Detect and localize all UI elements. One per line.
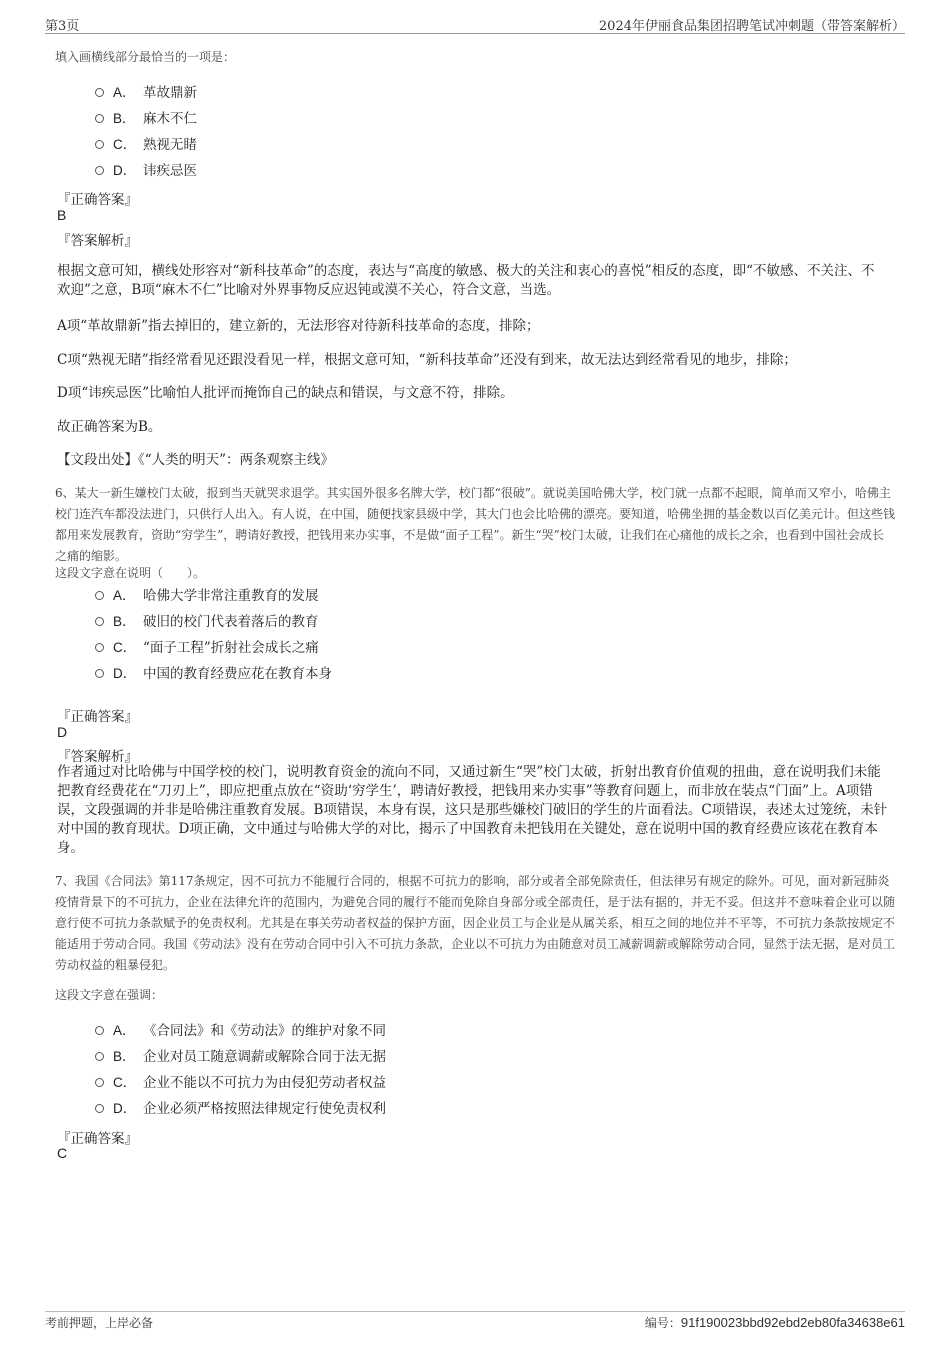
q5-analysis-p4: D项“讳疾忌医”比喻怕人批评而掩饰自己的缺点和错误，与文意不符，排除。: [57, 385, 514, 401]
q7-option-a[interactable]: [95, 1019, 386, 1039]
footer-slogan: 考前押题，上岸必备: [45, 1316, 154, 1330]
q5-analysis-label: 『答案解析』: [57, 233, 138, 249]
footer-divider: [45, 1311, 905, 1312]
radio-icon[interactable]: [95, 114, 104, 123]
option-letter: A．: [113, 588, 136, 603]
q6-option-a[interactable]: [95, 584, 319, 604]
radio-icon[interactable]: [95, 669, 104, 678]
code-label: 编号：: [644, 1316, 681, 1330]
option-letter: D．: [113, 1101, 137, 1116]
q7-option-b[interactable]: [95, 1045, 386, 1065]
option-letter: C．: [113, 1075, 137, 1090]
q5-analysis-p2: A项“革故鼎新”指去掉旧的，建立新的，无法形容对待新科技革命的态度，排除；: [57, 318, 540, 334]
option-text: 麻木不仁: [143, 111, 197, 127]
radio-icon[interactable]: [95, 643, 104, 652]
radio-icon[interactable]: [95, 1078, 104, 1087]
code-value: 91f190023bbd92ebd2eb80fa34638e61: [680, 1315, 905, 1330]
q7-option-d[interactable]: [95, 1097, 386, 1117]
option-text: 讳疾忌医: [143, 163, 197, 179]
q7-stem: 7、我国《合同法》第117条规定，因不可抗力不能履行合同的，根据不可抗力的影响，部分或者全部免除责任，但法律另有规定的除外。可见，面对新冠肺炎疫情背景下的不可抗力，企业在法律允许的范围内，为避免合同的履行不能而免除自身部分或全部责任，是于法有据的，并无不妥。但这并不意味着企业可以随意行使不可抗力条款赋予的免责权利。尤其是在事关劳动者权益的保护方面，因企业员工与企业是从属关系，相互之间的地位并不平等，不可抗力条款按规定不能适用于劳动合同。我国《劳动法》没有在劳动合同中引入不可抗力条款，企业以不可抗力为由随意对员工减薪调薪或解除劳动合同，显然于法无据，是对员工劳动权益的粗暴侵犯。: [55, 874, 896, 972]
q6-option-d[interactable]: [95, 662, 332, 682]
q6-answer: D: [57, 724, 68, 740]
document-title: 2024年伊丽食品集团招聘笔试冲刺题（带答案解析）: [598, 19, 905, 34]
radio-icon[interactable]: [95, 166, 104, 175]
option-letter: B．: [113, 1049, 136, 1064]
q5-answer: B: [57, 207, 67, 223]
q5-option-d[interactable]: [95, 159, 197, 179]
option-letter: B．: [113, 614, 136, 629]
q6-analysis: 作者通过对比哈佛与中国学校的校门，说明教育资金的流向不同，又通过新生“哭”校门太破，折射出教育价值观的扭曲，意在说明我们未能把教育经费花在“刀刃上”，即应把重点放在“资助‘穷学生’，聘请好教授，把钱用来办实事”等教育问题上，而非放在装点“门面”上。A项错误，文段强调的并非是哈佛注重教育发展。B项错误，本身有误，这只是那些嫌校门破旧的学生的片面看法。C项错误，表述太过笼统，未针对中国的教育现状。D项正确，文中通过与哈佛大学的对比，揭示了中国教育未把钱用在关键处，意在说明中国的教育经费应该花在教育本身。: [57, 764, 888, 856]
option-letter: D．: [113, 163, 137, 178]
q5-option-a[interactable]: [95, 81, 197, 101]
option-letter: A．: [113, 85, 136, 100]
option-text: 《合同法》和《劳动法》的维护对象不同: [143, 1023, 386, 1039]
q7-answer: C: [57, 1145, 68, 1161]
radio-icon[interactable]: [95, 88, 104, 97]
radio-icon[interactable]: [95, 1052, 104, 1061]
q5-option-c[interactable]: [95, 133, 197, 153]
q6-option-b[interactable]: [95, 610, 319, 630]
option-text: 中国的教育经费应花在教育本身: [143, 666, 332, 682]
radio-icon[interactable]: [95, 1104, 104, 1113]
header-divider: [45, 33, 905, 34]
option-text: 企业不能以不可抗力为由侵犯劳动者权益: [143, 1075, 386, 1091]
q6-option-c[interactable]: [95, 636, 319, 656]
q7-answer-label: 『正确答案』: [57, 1131, 138, 1147]
q5-source: 【文段出处】《“人类的明天”：两条观察主线》: [57, 452, 335, 468]
option-text: 熟视无睹: [143, 137, 197, 153]
option-text: 哈佛大学非常注重教育的发展: [143, 588, 319, 604]
page-number: 第3页: [45, 19, 80, 34]
radio-icon[interactable]: [95, 1026, 104, 1035]
q5-answer-label: 『正确答案』: [57, 192, 138, 208]
q6-stem: 6、某大一新生嫌校门太破，报到当天就哭求退学。其实国外很多名牌大学，校门都“很破”。就说美国哈佛大学，校门就一点都不起眼，简单而又窄小，哈佛主校门连汽车都没法进门，只供行人出入。有人说，在中国，随便找家县级中学，其大门也会比哈佛的漂亮。要知道，哈佛坐拥的基金数以百亿美元计。但这些钱都用来发展教育，资助“穷学生”，聘请好教授，把钱用来办实事，不是做“面子工程”。新生“哭”校门太破，让我们在心痛他的成长之余，也看到中国社会成长之痛的缩影。: [55, 486, 896, 563]
q6-prompt: 这段文字意在说明（ ）。: [55, 566, 206, 580]
q5-prompt: 填入画横线部分最恰当的一项是：: [55, 50, 236, 64]
option-letter: D．: [113, 666, 137, 681]
q7-option-c[interactable]: [95, 1071, 386, 1091]
option-letter: B．: [113, 111, 136, 126]
radio-icon[interactable]: [95, 617, 104, 626]
option-text: 企业必须严格按照法律规定行使免责权利: [143, 1101, 386, 1117]
q5-option-b[interactable]: [95, 107, 197, 127]
radio-icon[interactable]: [95, 140, 104, 149]
option-text: 革故鼎新: [143, 85, 197, 101]
q5-analysis-p5: 故正确答案为B。: [57, 419, 162, 435]
option-text: “面子工程”折射社会成长之痛: [143, 640, 319, 656]
q6-analysis-label: 『答案解析』: [57, 749, 138, 765]
q5-analysis-p1: 根据文意可知，横线处形容对“新科技革命”的态度，表达与“高度的敏感、极大的关注和衷心的喜悦”相反的态度，即“不敏感、不关注、不欢迎”之意，B项“麻木不仁”比喻对外界事物反应迟钝或漠不关心，符合文意，当选。: [57, 263, 875, 298]
option-text: 企业对员工随意调薪或解除合同于法无据: [143, 1049, 386, 1065]
option-letter: A．: [113, 1023, 136, 1038]
document-code: [645, 1314, 905, 1331]
option-letter: C．: [113, 137, 137, 152]
option-letter: C．: [113, 640, 137, 655]
q5-analysis-p3: C项“熟视无睹”指经常看见还跟没看见一样，根据文意可知，“新科技革命”还没有到来，故无法达到经常看见的地步，排除；: [57, 352, 797, 368]
q6-answer-label: 『正确答案』: [57, 709, 138, 725]
q7-prompt: 这段文字意在强调：: [55, 988, 164, 1002]
radio-icon[interactable]: [95, 591, 104, 600]
option-text: 破旧的校门代表着落后的教育: [143, 614, 319, 630]
